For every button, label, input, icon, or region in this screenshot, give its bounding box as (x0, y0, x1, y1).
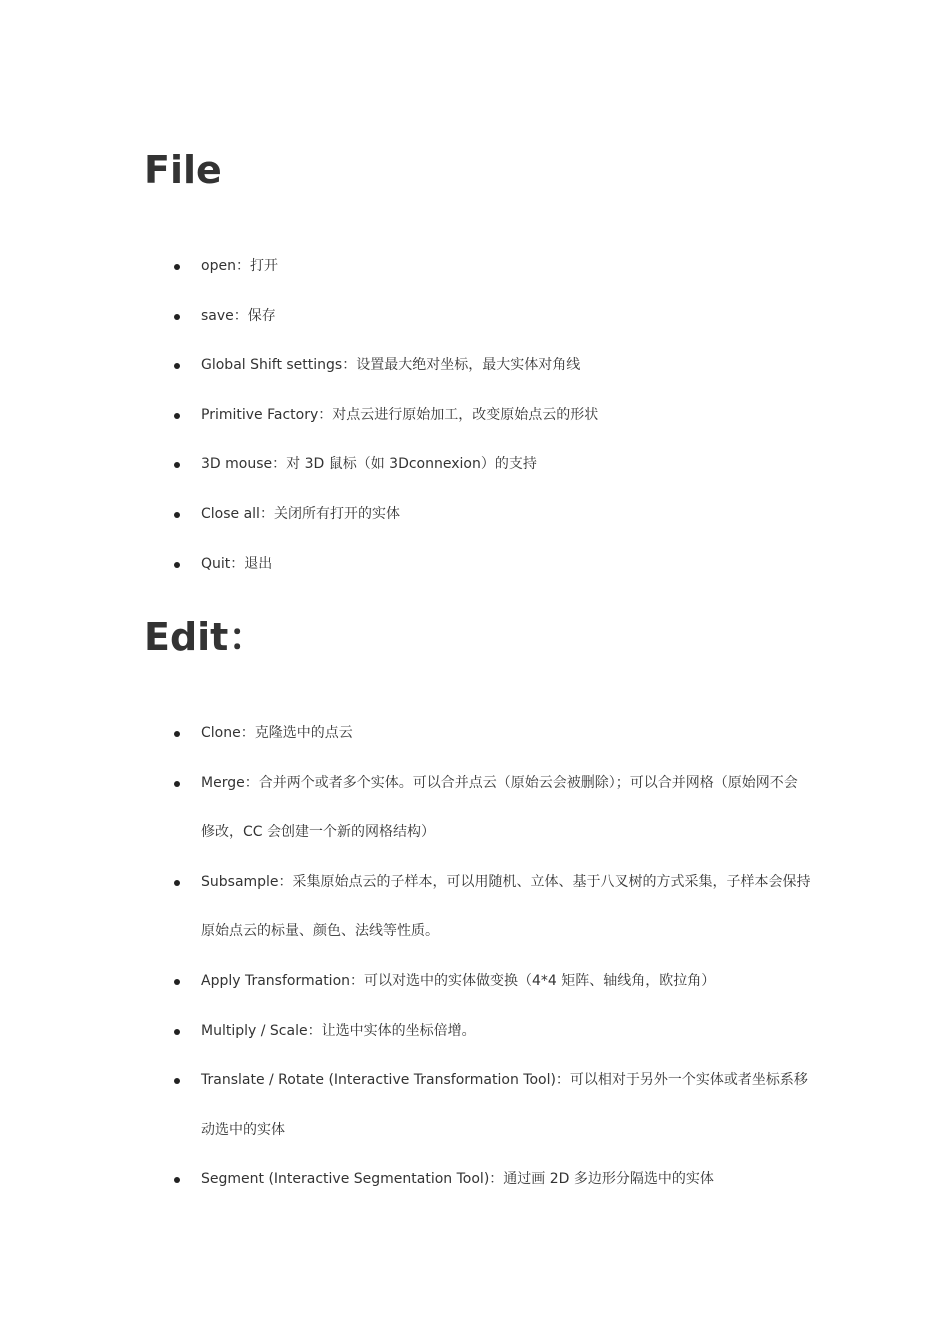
list-item (144, 858, 824, 957)
list-item (144, 391, 824, 441)
edit-menu-list (144, 709, 824, 1205)
bullet-icon (174, 462, 180, 468)
bullet-icon (174, 979, 180, 985)
list-item (144, 242, 824, 292)
list-item-text: Clone：克隆选中的点云 (201, 725, 353, 741)
list-item-text: Subsample：采集原始点云的子样本，可以用随机、立体、基于八叉树的方式采集，子样本会保持原始点云的标量、颜色、法线等性质。 (201, 873, 811, 940)
bullet-icon (174, 1029, 180, 1035)
list-item-text: Multiply / Scale：让选中实体的坐标倍增。 (201, 1022, 476, 1039)
list-item (144, 440, 824, 490)
edit-heading: Edit： (144, 615, 267, 659)
list-item-text: Translate / Rotate (Interactive Transformation Tool)：可以相对于另外一个实体或者坐标系移动选中的实体 (201, 1072, 808, 1138)
list-item (144, 759, 824, 858)
list-item (144, 1056, 824, 1155)
list-item (144, 709, 824, 759)
list-item-text: open：打开 (201, 258, 278, 274)
list-item-text: Apply Transformation：可以对选中的实体做变换（4*4 矩阵、轴线角，欧拉角） (201, 972, 716, 989)
edit-section (144, 612, 824, 1205)
bullet-icon (174, 562, 180, 568)
bullet-icon (174, 413, 180, 419)
list-item-text: Global Shift settings：设置最大绝对坐标，最大实体对角线 (201, 357, 581, 374)
list-item-text: save：保存 (201, 307, 276, 324)
file-section (144, 145, 824, 589)
bullet-icon (174, 731, 180, 737)
list-item (144, 1007, 824, 1057)
bullet-icon (174, 363, 180, 369)
list-item-text: Close all：关闭所有打开的实体 (201, 505, 400, 522)
file-menu-list (144, 242, 824, 589)
list-item (144, 1155, 824, 1205)
list-item-text: Merge：合并两个或者多个实体。可以合并点云（原始云会被删除）；可以合并网格（原始网不会修改，CC 会创建一个新的网格结构） (201, 774, 798, 841)
list-item-text: Quit：退出 (201, 555, 273, 572)
list-item (144, 490, 824, 540)
bullet-icon (174, 880, 180, 886)
list-item (144, 957, 824, 1007)
bullet-icon (174, 314, 180, 320)
list-item-text: Primitive Factory：对点云进行原始加工，改变原始点云的形状 (201, 406, 599, 423)
bullet-icon (174, 781, 180, 787)
list-item (144, 341, 824, 391)
bullet-icon (174, 512, 180, 518)
file-heading: File (144, 148, 222, 192)
bullet-icon (174, 1078, 180, 1084)
list-item (144, 540, 824, 590)
list-item-text: 3D mouse：对 3D 鼠标（如 3Dconnexion）的支持 (201, 456, 537, 473)
bullet-icon (174, 1177, 180, 1183)
bullet-icon (174, 264, 180, 270)
list-item-text: Segment (Interactive Segmentation Tool)：通过画 2D 多边形分隔选中的实体 (201, 1171, 714, 1188)
list-item (144, 292, 824, 342)
